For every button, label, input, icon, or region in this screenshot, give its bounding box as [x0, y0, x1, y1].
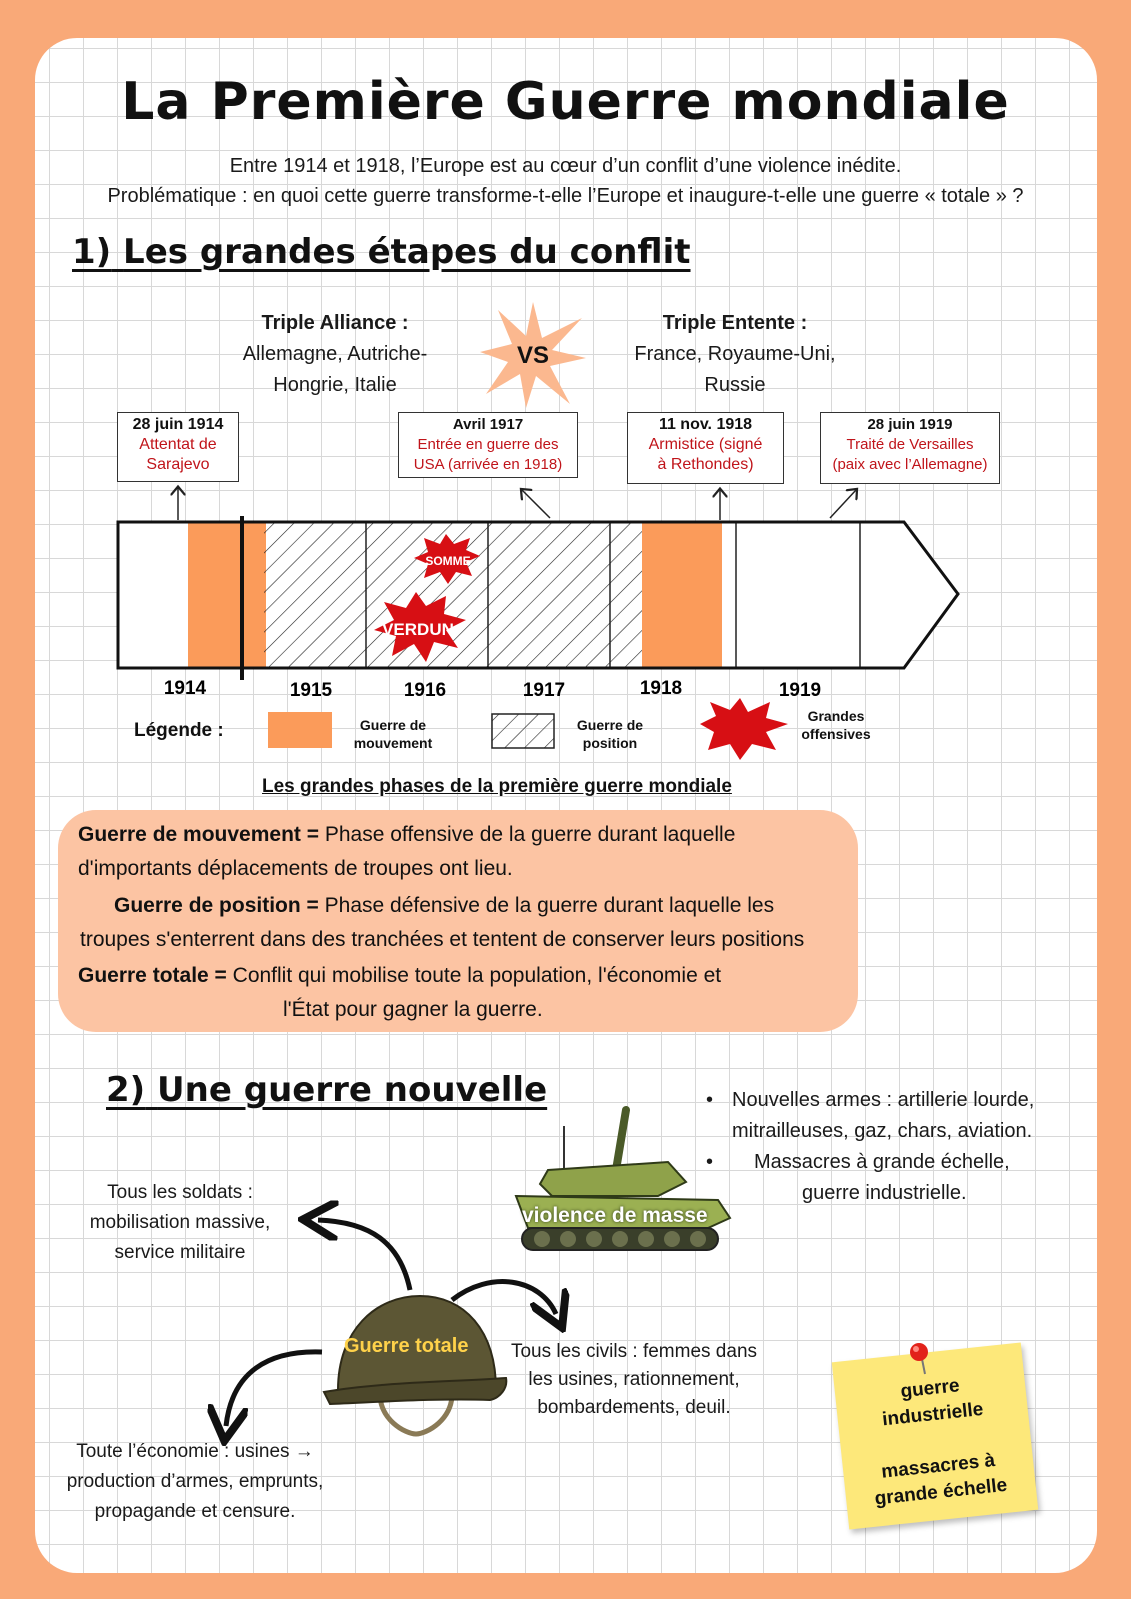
phase-mouvement-1918	[642, 522, 722, 668]
legend-offensives-l2: offensives	[801, 726, 871, 742]
event-label-2: Sarajevo	[146, 456, 210, 473]
bullet-item	[706, 1085, 1056, 1147]
legend-mouvement-l1: Guerre de	[359, 717, 427, 733]
note-economie	[50, 1437, 340, 1527]
def-mouvement-text-2: d'importants déplacements de troupes ont lieu.	[78, 857, 513, 880]
def-position-term: Guerre de position =	[114, 894, 319, 917]
bullet-dot-icon: •	[706, 1151, 714, 1173]
def-totale-text-2: l'État pour gagner la guerre.	[283, 998, 543, 1021]
event-box-versailles	[820, 412, 1000, 484]
bullet-line: Massacres à grande échelle,	[754, 1151, 1010, 1173]
event-box-sarajevo	[117, 412, 239, 482]
def-totale-term: Guerre totale =	[78, 964, 227, 987]
pushpin-icon	[905, 1340, 935, 1380]
triple-alliance-block	[215, 308, 455, 401]
event-date: Avril 1917	[452, 416, 524, 433]
def-mouvement	[78, 818, 735, 852]
def-position	[114, 889, 774, 923]
vs-star-icon	[478, 300, 588, 410]
section-1-title: Les grandes étapes du conflit	[123, 232, 691, 272]
arrow-usa	[522, 490, 550, 518]
sticky-note	[832, 1343, 1039, 1530]
def-totale-text-1: Conflit qui mobilise toute la population, l'économie et	[226, 964, 722, 987]
event-date: 11 nov. 1918	[658, 416, 753, 433]
section-2-title: Une guerre nouvelle	[157, 1070, 548, 1110]
legend-position-l1: Guerre de	[576, 717, 644, 733]
legend-mouvement-l2: mouvement	[353, 735, 433, 751]
offensive-verdun-label: VERDUN	[382, 620, 454, 639]
section-1-number: 1)	[72, 232, 112, 272]
event-box-armistice	[627, 412, 784, 484]
triple-alliance-title: Triple Alliance :	[261, 312, 409, 334]
event-label-2: à Rethondes)	[657, 456, 754, 473]
year-label: 1918	[639, 678, 683, 699]
event-box-usa	[398, 412, 578, 478]
helmet-icon	[320, 1290, 510, 1440]
event-date: 28 juin 1914	[132, 416, 224, 433]
note-line: Tous les civils : femmes dans	[510, 1341, 758, 1362]
note-line: Toute l’économie : usines →	[76, 1441, 314, 1462]
bullet-dot-icon: •	[706, 1089, 714, 1111]
legend-offensives-l1: Grandes	[807, 708, 865, 724]
sticky-line: industrielle	[881, 1398, 985, 1431]
year-label: 1917	[522, 680, 566, 701]
event-label-1: Entrée en guerre des	[417, 436, 559, 453]
year-label: 1915	[289, 680, 333, 701]
note-civils	[500, 1338, 768, 1422]
page-title: La Première Guerre mondiale	[121, 72, 1010, 132]
def-totale	[78, 959, 721, 993]
triple-entente-members-2: Russie	[704, 374, 766, 396]
legend-mouvement-text	[338, 716, 448, 752]
tank-label: violence de masse	[522, 1204, 708, 1227]
phase-mouvement-1914	[188, 522, 266, 668]
offensive-somme-label: SOMME	[425, 554, 471, 568]
note-line: bombardements, deuil.	[537, 1397, 731, 1418]
sticky-line: grande échelle	[873, 1474, 1009, 1510]
def-mouvement-text-1: Phase offensive de la guerre durant laquelle	[319, 823, 736, 846]
triple-alliance-members-1: Allemagne, Autriche-	[242, 343, 428, 365]
def-position-text-1: Phase défensive de la guerre durant laquelle les	[318, 894, 775, 917]
year-label: 1914	[163, 678, 207, 699]
section-2-heading	[106, 1070, 547, 1110]
legend-title: Légende :	[134, 720, 224, 741]
note-soldats	[70, 1178, 290, 1268]
legend-swatch-position	[492, 714, 554, 748]
year-label: 1919	[778, 680, 822, 701]
arrow-to-economie	[226, 1352, 322, 1426]
bullet-line: guerre industrielle.	[802, 1182, 967, 1204]
triple-entente-members-1: France, Royaume-Uni,	[634, 343, 836, 365]
event-label-1: Armistice (signé	[648, 436, 763, 453]
sticky-line: massacres à	[880, 1449, 997, 1483]
note-line: service militaire	[114, 1242, 246, 1263]
legend-position-l2: position	[582, 735, 638, 751]
note-line: les usines, rationnement,	[528, 1369, 740, 1390]
sticky-line: guerre	[899, 1375, 961, 1403]
def-position-text-2: troupes s'enterrent dans des tranchées et tentent de conserver leurs positions	[80, 928, 805, 951]
sticky-note-text	[834, 1366, 1037, 1515]
arrow-to-soldats	[318, 1220, 410, 1290]
arrow-versailles	[830, 490, 856, 518]
year-label: 1916	[403, 680, 447, 701]
triple-alliance-members-2: Hongrie, Italie	[273, 374, 397, 396]
bullet-line: Nouvelles armes : artillerie lourde,	[732, 1089, 1035, 1111]
bullet-line: mitrailleuses, gaz, chars, aviation.	[732, 1120, 1033, 1142]
note-line: mobilisation massive,	[89, 1212, 271, 1233]
event-label-1: Attentat de	[139, 436, 217, 453]
section-2-number: 2)	[106, 1070, 146, 1110]
legend-swatch-mouvement	[268, 712, 332, 748]
legend-position-text	[560, 716, 660, 752]
event-label-2: USA (arrivée en 1918)	[413, 456, 563, 473]
event-date: 28 juin 1919	[867, 416, 953, 433]
vs-label: VS	[516, 342, 550, 369]
def-mouvement-term: Guerre de mouvement =	[78, 823, 319, 846]
triple-entente-title: Triple Entente :	[662, 312, 808, 334]
event-label-2: (paix avec l’Allemagne)	[832, 456, 988, 473]
note-line: Tous les soldats :	[107, 1182, 253, 1203]
intro-problematique: Problématique : en quoi cette guerre transforme-t-elle l’Europe et inaugure-t-elle une guerre « totale » ?	[107, 185, 1024, 207]
note-line: production d’armes, emprunts,	[66, 1471, 324, 1492]
legend-swatch-offensive	[700, 698, 788, 760]
event-label-1: Traité de Versailles	[846, 436, 974, 453]
section-1-heading	[72, 232, 691, 272]
intro-line-1: Entre 1914 et 1918, l’Europe est au cœur d’un conflit d’une violence inédite.	[229, 155, 902, 177]
timeline-caption: Les grandes phases de la première guerre mondiale	[262, 776, 732, 797]
note-line: propagande et censure.	[94, 1501, 296, 1522]
legend-offensives-text	[790, 707, 882, 743]
helmet-label: Guerre totale	[344, 1335, 469, 1357]
triple-entente-block	[615, 308, 855, 401]
